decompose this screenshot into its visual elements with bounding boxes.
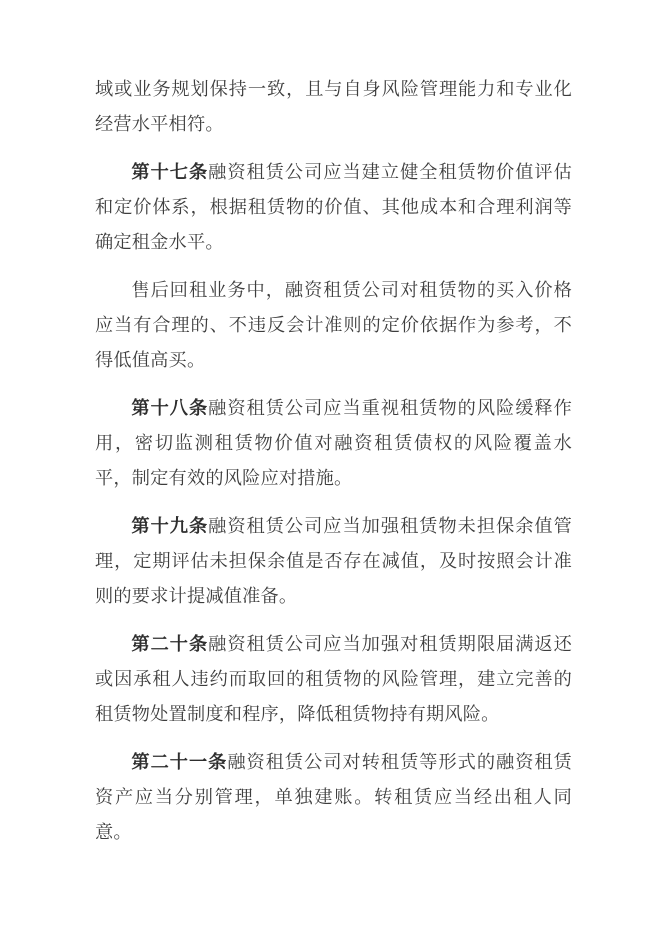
paragraph — [95, 391, 572, 496]
paragraph-text: 融资租赁公司应当加强对租赁期限届满返还或因承租人违约而取回的租赁物的风险管理，建立完善的租赁物处置制度和程序，降低租赁物持有期风险。 — [95, 634, 572, 724]
document-body — [95, 72, 572, 850]
paragraph-text: 售后回租业务中，融资租赁公司对租赁物的买入价格应当有合理的、不违反会计准则的定价依据作为参考，不得低值高买。 — [95, 280, 572, 370]
paragraph-text: 融资租赁公司应当建立健全租赁物价值评估和定价体系，根据租赁物的价值、其他成本和合理利润等确定租金水平。 — [95, 162, 572, 252]
article-number: 第二十一条 — [131, 752, 228, 772]
paragraph-text: 融资租赁公司应当重视租赁物的风险缓释作用，密切监测租赁物价值对融资租赁债权的风险覆盖水平，制定有效的风险应对措施。 — [95, 398, 572, 488]
article-number: 第二十条 — [131, 634, 209, 654]
paragraph-text: 融资租赁公司对转租赁等形式的融资租赁资产应当分别管理，单独建账。转租赁应当经出租人同意。 — [95, 752, 572, 842]
paragraph-text: 域或业务规划保持一致，且与自身风险管理能力和专业化经营水平相符。 — [95, 79, 572, 134]
paragraph — [95, 745, 572, 850]
article-number: 第十七条 — [131, 162, 209, 182]
paragraph — [95, 627, 572, 732]
paragraph — [95, 155, 572, 260]
paragraph-text: 融资租赁公司应当加强租赁物未担保余值管理，定期评估未担保余值是否存在减值，及时按照会计准则的要求计提减值准备。 — [95, 516, 572, 606]
paragraph — [95, 509, 572, 614]
article-number: 第十八条 — [131, 398, 209, 418]
paragraph — [95, 273, 572, 378]
paragraph — [95, 72, 572, 142]
article-number: 第十九条 — [131, 516, 209, 536]
